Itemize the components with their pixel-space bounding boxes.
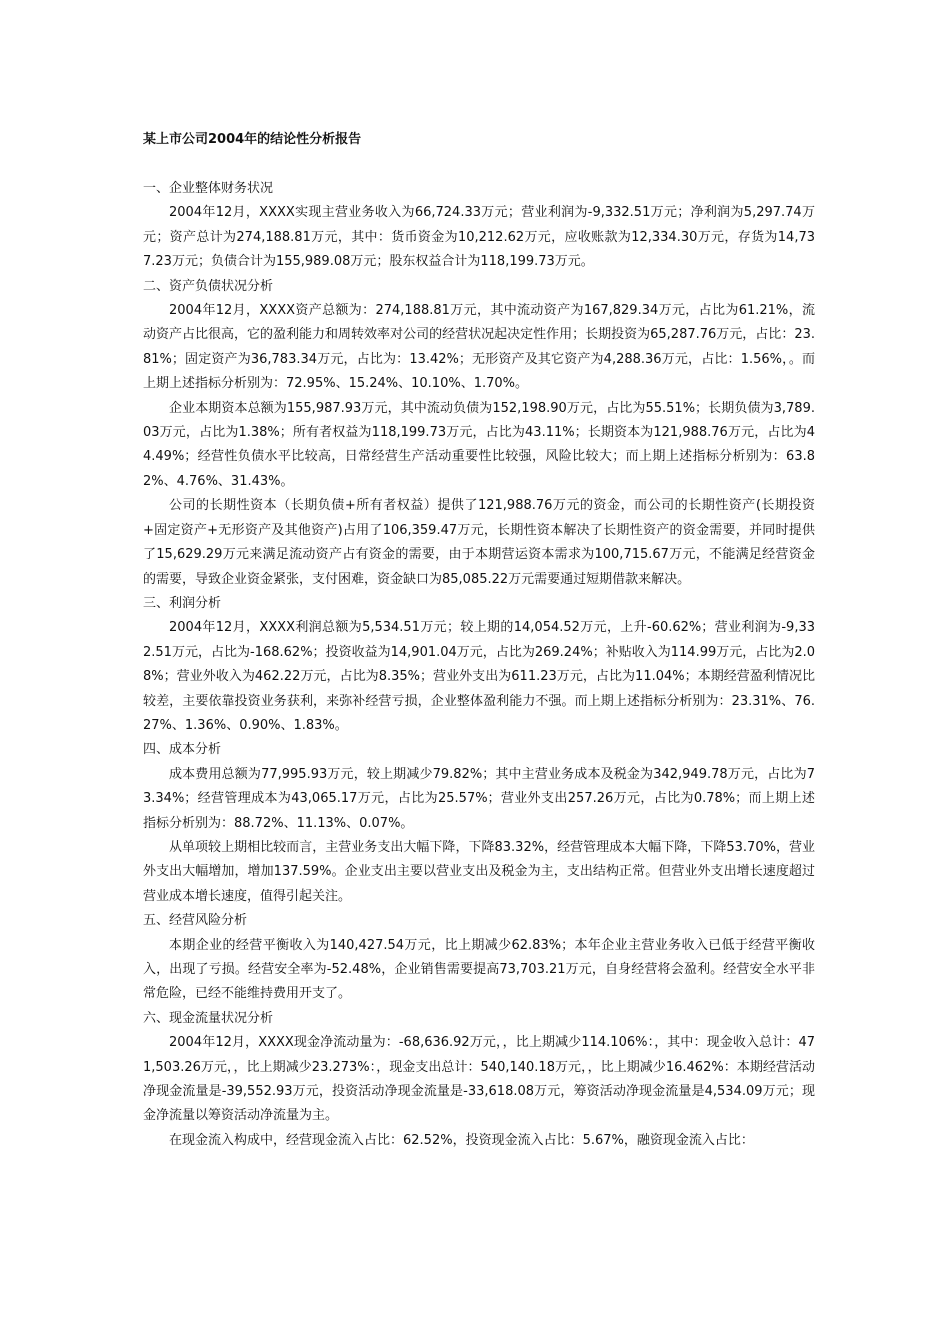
- section-heading: 四、成本分析: [143, 742, 222, 758]
- section-assets-liabilities: [143, 275, 815, 592]
- paragraph: 2004年12月，XXXX资产总额为：274,188.81万元，其中流动资产为167,829.34万元，占比为61.21%，流动资产占比很高，它的盈利能力和周转效率对公司的经营状况起决定性作用；长期投资为65,287.76万元，占比：23.81%；固定资产为36,783.34万元，占比为：13.42%；无形资产及其它资产为4,288.36万元，占比：1.56%，。而上期上述指标分析别为：72.95%、15.24%、10.10%、1.70%。: [143, 303, 815, 392]
- section-cash-flow: [143, 1007, 815, 1153]
- section-heading: 三、利润分析: [143, 595, 222, 611]
- section-heading: 五、经营风险分析: [143, 913, 248, 929]
- paragraph: 从单项较上期相比较而言，主营业务支出大幅下降，下降83.32%，经营管理成本大幅下降，下降53.70%，营业外支出大幅增加，增加137.59%。企业支出主要以营业支出及税金为主，支出结构正常。但营业外支出增长速度超过营业成本增长速度，值得引起关注。: [143, 839, 815, 904]
- paragraph: 在现金流入构成中，经营现金流入占比：62.52%，投资现金流入占比：5.67%，融资现金流入占比：: [169, 1132, 754, 1148]
- paragraph: 2004年12月，XXXX实现主营业务收入为66,724.33万元；营业利润为-9,332.51万元；净利润为5,297.74万元；资产总计为274,188.81万元，其中：货币资金为10,212.62万元，应收账款为12,334.30万元，存货为14,737.23万元；负债合计为155,989.08万元；股东权益合计为118,199.73万元。: [143, 205, 815, 270]
- document-body: [143, 177, 815, 1153]
- paragraph: 2004年12月，XXXX现金净流动量为：-68,636.92万元，，比上期减少114.106%：，其中：现金收入总计：471,503.26万元，，比上期减少23.273%：，现金支出总计：540,140.18万元，，比上期减少16.462%：本期经营活动净现金流量是-39,552.93万元，投资活动净现金流量是-33,618.08万元，筹资活动净现金流量是4,534.09万元；现金净流量以筹资活动净流量为主。: [143, 1035, 815, 1124]
- paragraph: 本期企业的经营平衡收入为140,427.54万元，比上期减少62.83%；本年企业主营业务收入已低于经营平衡收入，出现了亏损。经营安全率为-52.48%，企业销售需要提高73,703.21万元，自身经营将会盈利。经营安全水平非常危险，已经不能维持费用开支了。: [143, 937, 815, 1002]
- section-operating-risk: [143, 909, 815, 1007]
- paragraph: 公司的长期性资本（长期负债+所有者权益）提供了121,988.76万元的资金，而公司的长期性资产(长期投资+固定资产+无形资产及其他资产)占用了106,359.47万元，长期性资本解决了长期性资产的资金需要，并同时提供了15,629.29万元来满足流动资产占有资金的需要，由于本期营运资本需求为100,715.67万元，不能满足经营资金的需要，导致企业资金紧张，支付困难，资金缺口为85,085.22万元需要通过短期借款来解决。: [143, 498, 815, 587]
- section-overall-financial-status: [143, 177, 815, 275]
- section-heading: 六、现金流量状况分析: [143, 1010, 274, 1026]
- section-cost-analysis: [143, 738, 815, 909]
- section-heading: 二、资产负债状况分析: [143, 278, 274, 294]
- paragraph: 成本费用总额为77,995.93万元，较上期减少79.82%；其中主营业务成本及税金为342,949.78万元，占比为73.34%；经营管理成本为43,065.17万元，占比为25.57%；营业外支出257.26万元，占比为0.78%；而上期上述指标分析别为：88.72%、11.13%、0.07%。: [143, 766, 815, 831]
- paragraph: 2004年12月，XXXX利润总额为5,534.51万元；较上期的14,054.52万元，上升-60.62%；营业利润为-9,332.51万元，占比为-168.62%；投资收益为14,901.04万元，占比为269.24%；补贴收入为114.99万元，占比为2.08%；营业外收入为462.22万元，占比为8.35%；营业外支出为611.23万元，占比为11.04%；本期经营盈利情况比较差，主要依靠投资业务获利，来弥补经营亏损，企业整体盈利能力不强。而上期上述指标分析别为：23.31%、76.27%、1.36%、0.90%、1.83%。: [143, 620, 815, 733]
- paragraph: 企业本期资本总额为155,987.93万元，其中流动负债为152,198.90万元，占比为55.51%；长期负债为3,789.03万元，占比为1.38%；所有者权益为118,199.73万元，占比为43.11%；长期资本为121,988.76万元，占比为44.49%；经营性负债水平比较高，日常经营生产活动重要性比较强，风险比较大；而上期上述指标分析别为：63.82%、4.76%、31.43%。: [143, 400, 815, 489]
- section-profit-analysis: [143, 592, 815, 738]
- section-heading: 一、企业整体财务状况: [143, 181, 274, 196]
- document-title: 某上市公司2004年的结论性分析报告: [143, 132, 362, 147]
